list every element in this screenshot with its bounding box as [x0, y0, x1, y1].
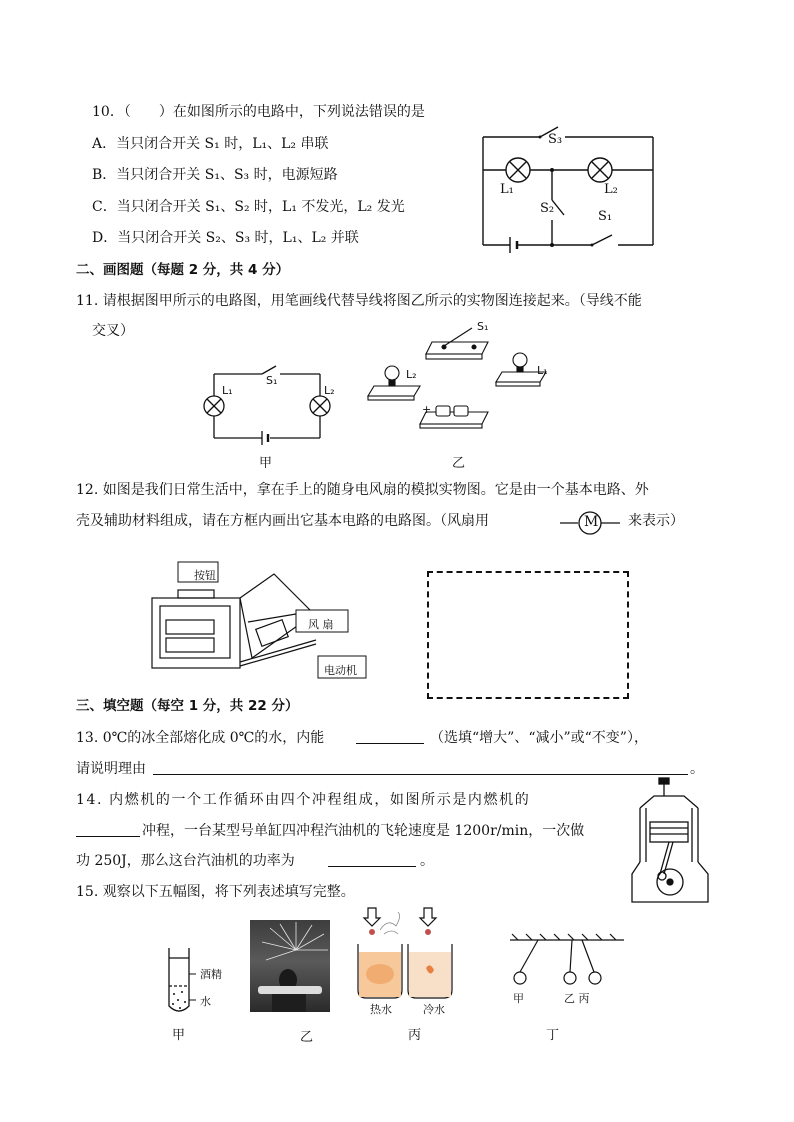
- q13-line-1b: （选填“增大”、“减小”或“不变”），: [430, 730, 648, 746]
- q14-blank-power[interactable]: [328, 866, 416, 867]
- q15-beakers-drawing: [354, 908, 454, 1004]
- q15-label-water: 水: [200, 995, 211, 1008]
- q12-line-2b: 来表示）: [628, 513, 684, 529]
- q11-fig-b-caption: 乙: [452, 456, 466, 471]
- q14-line-2: 冲程，一台某型号单缸四冲程汽油机的飞轮速度是 1200r/min，一次做: [142, 823, 585, 839]
- q10-label-l1: L₁: [500, 182, 514, 197]
- q15-label-ball-a: 甲: [513, 992, 524, 1005]
- q15-caption-d: 丁: [546, 1028, 560, 1043]
- q12-label-motor: 电动机: [324, 664, 357, 677]
- q15-label-balls-bc: 乙 丙: [564, 992, 590, 1005]
- q15-label-cold-water: 冷水: [423, 1003, 445, 1016]
- q12-answer-box[interactable]: [427, 571, 629, 699]
- q15-caption-a: 甲: [172, 1028, 186, 1043]
- q10-stem: 10．（ ）在如图所示的电路中，下列说法错误的是: [92, 104, 425, 120]
- q10-option-a: A．当只闭合开关 S₁ 时，L₁、L₂ 串联: [92, 136, 329, 152]
- q11-fig-b-label-l1: L₁: [537, 364, 548, 377]
- q13-line-2b: 。: [690, 761, 704, 777]
- q13-blank-reason[interactable]: [153, 774, 688, 775]
- q11-fig-a-label-l2: L₂: [324, 384, 335, 397]
- q14-line-3b: 。: [420, 853, 434, 869]
- q14-engine-cylinder-drawing: [626, 778, 716, 908]
- q15-test-tube-drawing: [164, 948, 194, 1018]
- q10-label-s3-top: S₃: [548, 132, 563, 147]
- q15-stem: 15. 观察以下五幅图，将下列表述填写完整。: [76, 884, 355, 900]
- q10-option-b: B．当只闭合开关 S₁、S₃ 时，电源短路: [92, 167, 338, 183]
- q15-label-alcohol: 酒精: [200, 968, 222, 981]
- q11-fig-a-label-l1: L₁: [222, 384, 233, 397]
- q11-fig-a-caption: 甲: [259, 456, 273, 471]
- q11-fig-b-label-l2: L₂: [406, 368, 417, 381]
- q15-hanging-balls-drawing: [508, 934, 626, 994]
- motor-symbol-letter: M: [584, 514, 599, 530]
- q13-blank-internal-energy[interactable]: [356, 743, 424, 744]
- section-2-heading: 二、画图题（每题 2 分，共 4 分）: [76, 262, 290, 278]
- q12-label-fan: 风 扇: [308, 618, 334, 631]
- q15-label-hot-water: 热水: [370, 1003, 392, 1016]
- q12-label-button: 按钮: [194, 569, 216, 582]
- q10-label-s2: S₂: [540, 201, 555, 216]
- q15-static-electricity-photo: [250, 920, 330, 1012]
- q12-line-2a: 壳及辅助材料组成，请在方框内画出它基本电路的电路图。（风扇用: [76, 513, 489, 529]
- q14-blank-stroke[interactable]: [76, 836, 140, 837]
- q11-physical-diagram-b: [360, 320, 560, 440]
- q13-line-1a: 13. 0℃的冰全部熔化成 0℃的水，内能: [76, 730, 325, 746]
- q15-caption-b: 乙: [300, 1030, 314, 1045]
- q11-line-1: 11. 请根据图甲所示的电路图，用笔画线代替导线将图乙所示的实物图连接起来。（导线不能: [76, 293, 642, 309]
- q11-fig-b-label-plus: +: [422, 403, 432, 416]
- q14-line-3a: 功 250J，那么这台汽油机的功率为: [76, 853, 295, 869]
- q11-fig-b-label-s1: S₁: [477, 320, 489, 333]
- q11-fig-a-label-s1: S₁: [266, 374, 278, 387]
- q10-label-l2: L₂: [604, 182, 618, 197]
- q10-option-d: D．当只闭合开关 S₂、S₃ 时，L₁、L₂ 并联: [92, 230, 359, 246]
- q10-option-c: C．当只闭合开关 S₁、S₂ 时，L₁ 不发光，L₂ 发光: [92, 199, 405, 215]
- q14-line-1: 14. 内燃机的一个工作循环由四个冲程组成，如图所示是内燃机的: [76, 792, 531, 808]
- section-3-heading: 三、填空题（每空 1 分，共 22 分）: [76, 698, 299, 714]
- q10-label-s1: S₁: [598, 209, 613, 224]
- q11-line-2: 交叉）: [92, 323, 134, 339]
- q12-line-1: 12. 如图是我们日常生活中，拿在手上的随身电风扇的模拟实物图。它是由一个基本电路、外: [76, 482, 649, 498]
- q15-caption-c: 丙: [408, 1028, 422, 1043]
- q13-line-2a: 请说明理由: [76, 761, 146, 777]
